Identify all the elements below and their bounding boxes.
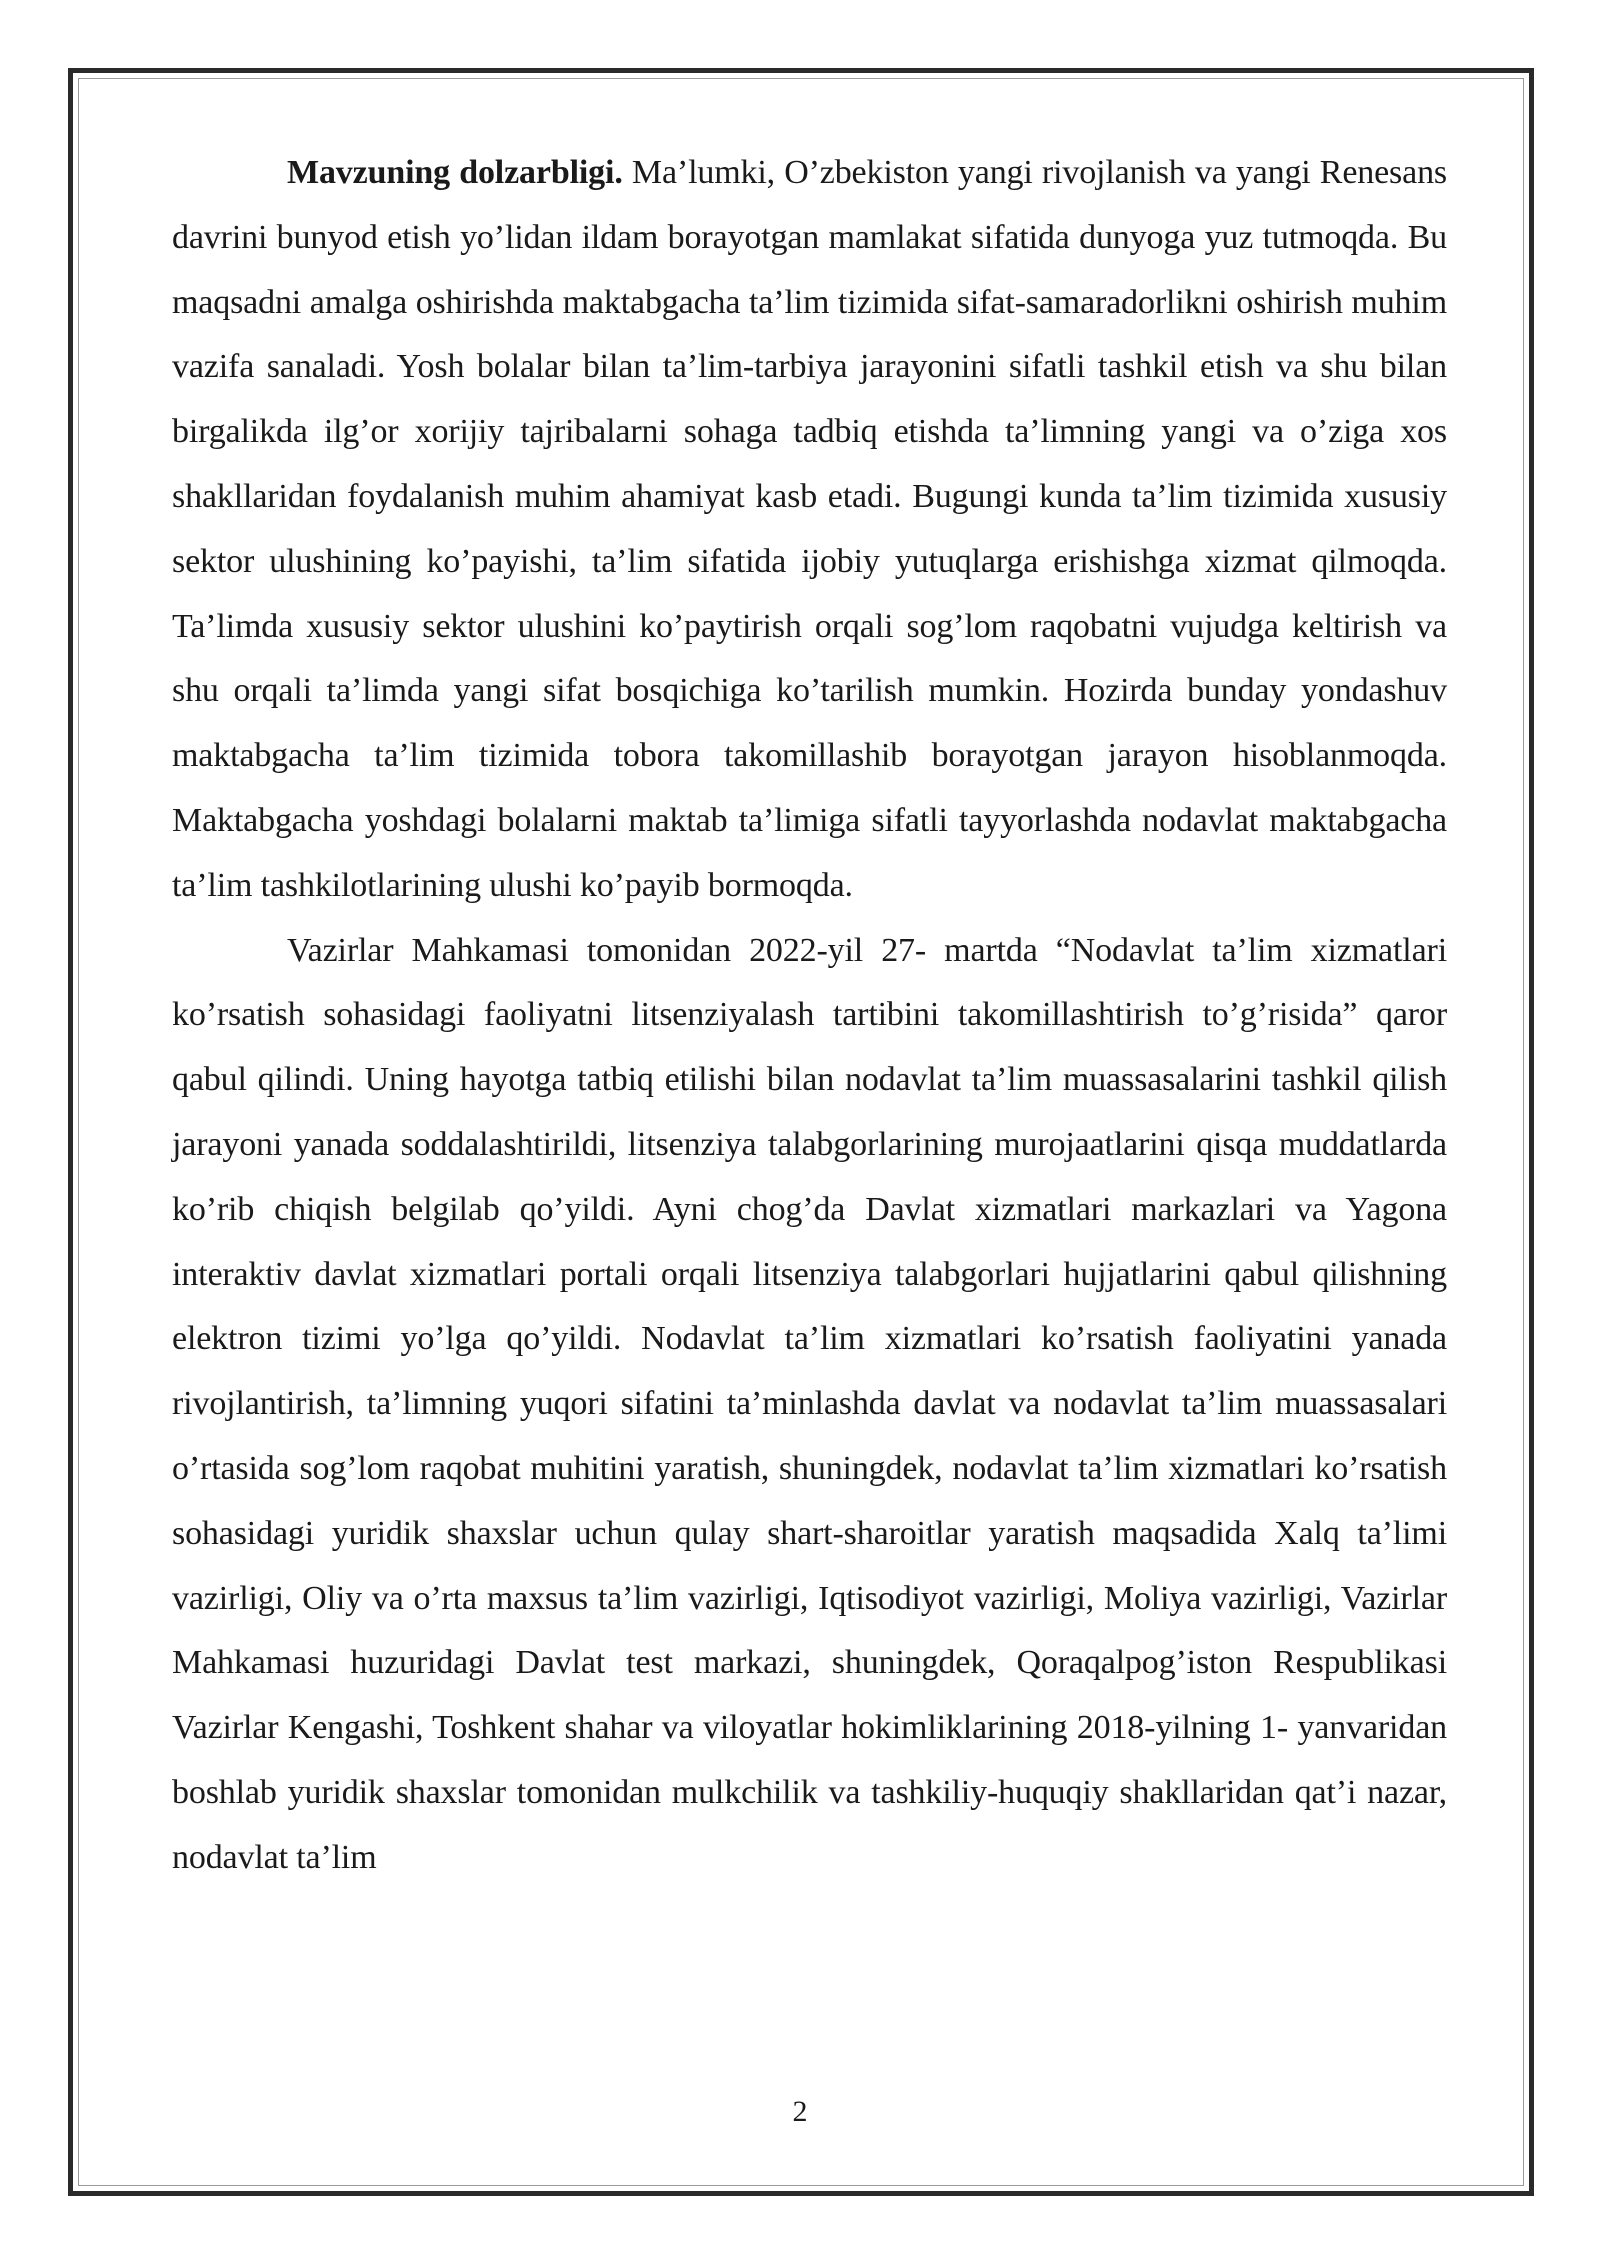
paragraph-cabinet-decree (172, 919, 1447, 1891)
paragraph-cabinet-decree-text: Vazirlar Mahkamasi tomonidan 2022-yil 27- martda “Nodavlat ta’lim xizmatlari ko’rsatish sohasidagi faoliyatni litsenziyalash tartibini takomillashtirish to’g’risida” qaror qabul qilindi. Uning hayotga tatbiq etilishi bilan nodavlat ta’lim muassasalarini tashkil qilish jarayoni yanada soddalashtirildi, litsenziya talabgorlarining murojaatlarini qisqa muddatlarda ko’rib chiqish belgilab qo’yildi. Ayni chog’da Davlat xizmatlari markazlari va Yagona interaktiv davlat xizmatlari portali orqali litsenziya talabgorlari hujjatlarini qabul qilishning elektron tizimi yo’lga qo’yildi. Nodavlat ta’lim xizmatlari ko’rsatish faoliyatini yanada rivojlantirish, ta’limning yuqori sifatini ta’minlashda davlat va nodavlat ta’lim muassasalari o’rtasida sog’lom raqobat muhitini yaratish, shuningdek, nodavlat ta’lim xizmatlari ko’rsatish sohasidagi yuridik shaxslar uchun qulay shart-sharoitlar yaratish maqsadida Xalq ta’limi vazirligi, Oliy va o’rta maxsus ta’lim vazirligi, Iqtisodiyot vazirligi, Moliya vazirligi, Vazirlar Mahkamasi huzuridagi Davlat test markazi, shuningdek, Qoraqalpog’iston Respublikasi Vazirlar Kengashi, Toshkent shahar va viloyatlar hokimliklarining 2018-yilning 1- yanvaridan boshlab yuridik shaxslar tomonidan mulkchilik va tashkiliy-huquqiy shakllaridan qat’i nazar, nodavlat ta’lim (172, 931, 1447, 1876)
page-number: 2 (792, 2095, 808, 2128)
paragraph-relevance (172, 141, 1447, 919)
paragraph-relevance-text: Ma’lumki, O’zbekiston yangi rivojlanish va yangi Renesans davrini bunyod etish yo’lidan ildam borayotgan mamlakat sifatida dunyoga yuz tutmoqda. Bu maqsadni amalga oshirishda maktabgacha ta’lim tizimida sifat-samaradorlikni oshirish muhim vazifa sanaladi. Yosh bolalar bilan ta’lim-tarbiya jarayonini sifatli tashkil etish va shu bilan birgalikda ilg’or xorijiy tajribalarni sohaga tadbiq etishda ta’limning yangi va o’ziga xos shakllaridan foydalanish muhim ahamiyat kasb etadi. Bugungi kunda ta’lim tizimida xususiy sektor ulushining ko’payishi, ta’lim sifatida ijobiy yutuqlarga erishishga xizmat qilmoqda. Ta’limda xususiy sektor ulushini ko’paytirish orqali sog’lom raqobatni vujudga keltirish va shu orqali ta’limda yangi sifat bosqichiga ko’tarilish mumkin. Hozirda bunday yondashuv maktabgacha ta’lim tizimida tobora takomillashib borayotgan jarayon hisoblanmoqda. Maktabgacha yoshdagi bolalarni maktab ta’limiga sifatli tayyorlashda nodavlat maktabgacha ta’lim tashkilotlarining ulushi ko’payib bormoqda. (172, 154, 1447, 904)
section-heading-relevance: Mavzuning dolzarbligi. (287, 154, 623, 191)
document-body (172, 141, 1447, 1891)
